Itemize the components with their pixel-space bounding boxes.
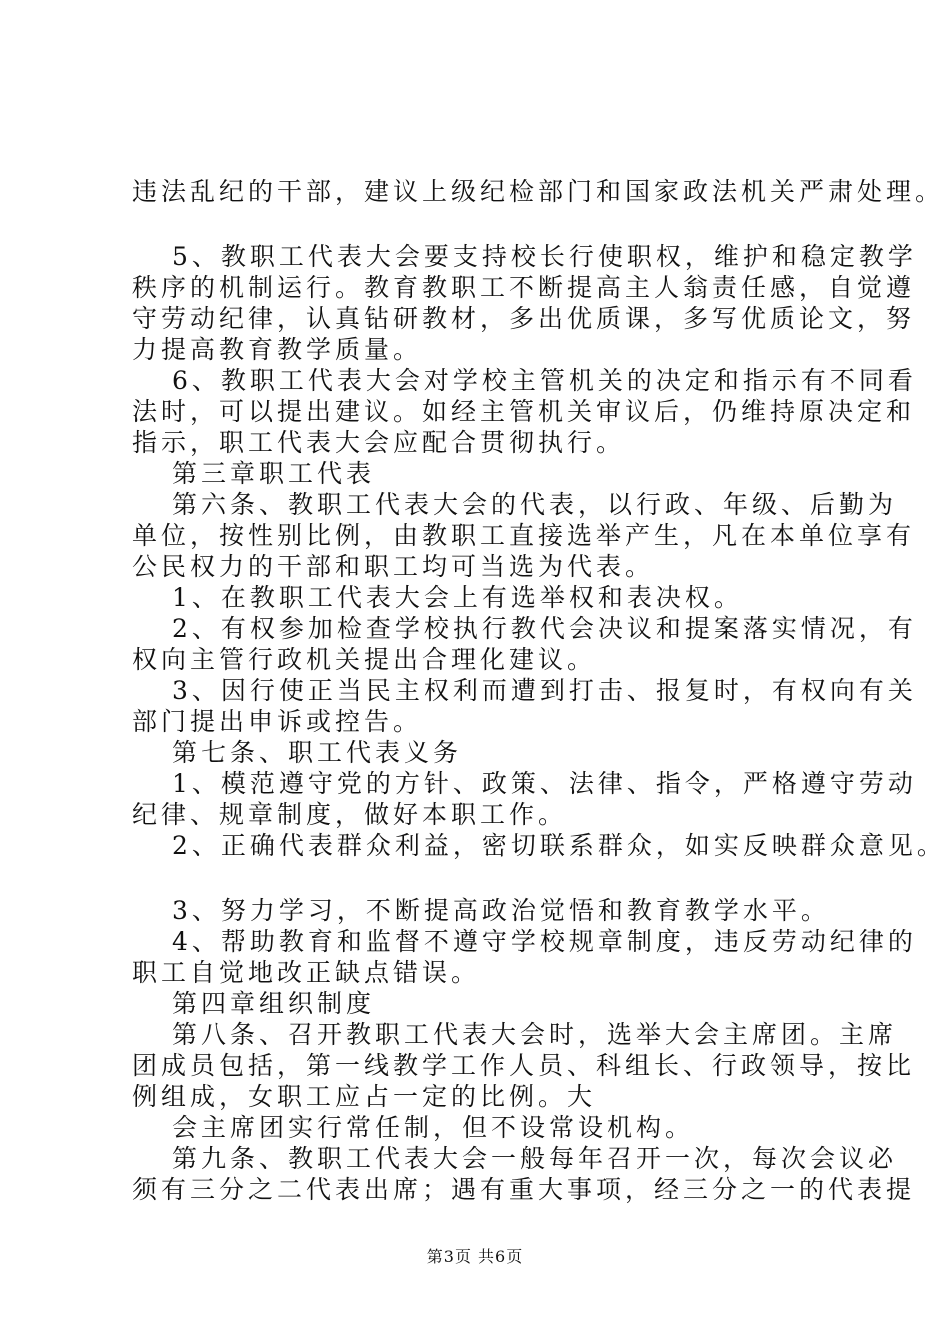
text-line: 纪律、规章制度，做好本职工作。 xyxy=(132,800,568,829)
text-line: 3、因行使正当民主权利而遭到打击、报复时，有权向有关 xyxy=(172,676,917,705)
text-line: 守劳动纪律，认真钻研教材，多出优质课，多写优质论文，努 xyxy=(132,304,916,333)
text-line: 第九条、教职工代表大会一般每年召开一次，每次会议必 xyxy=(172,1144,898,1173)
text-line: 团成员包括，第一线教学工作人员、科组长、行政领导，按比 xyxy=(132,1051,916,1080)
document-body xyxy=(132,176,946,1205)
text-line: 2、有权参加检查学校执行教代会决议和提案落实情况，有 xyxy=(172,614,917,643)
text-line: 单位，按性别比例，由教职工直接选举产生，凡在本单位享有 xyxy=(132,521,916,550)
text-line: 公民权力的干部和职工均可当选为代表。 xyxy=(132,552,655,581)
text-line: 法时，可以提出建议。如经主管机关审议后，仍维持原决定和 xyxy=(132,397,916,426)
text-line: 3、努力学习，不断提高政治觉悟和教育教学水平。 xyxy=(172,896,830,925)
text-line: 部门提出申诉或控告。 xyxy=(132,707,423,736)
text-line: 职工自觉地改正缺点错误。 xyxy=(132,958,481,987)
article-heading: 第七条、职工代表义务 xyxy=(172,738,463,767)
text-line: 违法乱纪的干部，建议上级纪检部门和国家政法机关严肃处理。 xyxy=(132,177,945,206)
text-line: 1、在教职工代表大会上有选举权和表决权。 xyxy=(172,583,743,612)
text-line: 6、教职工代表大会对学校主管机关的决定和指示有不同看 xyxy=(172,366,917,395)
text-line: 5、教职工代表大会要支持校长行使职权，维护和稳定教学 xyxy=(172,242,917,271)
text-line: 2、正确代表群众利益，密切联系群众，如实反映群众意见。 xyxy=(172,831,946,860)
text-line: 1、模范遵守党的方针、政策、法律、指令，严格遵守劳动 xyxy=(172,769,917,798)
page-footer: 第3页 共6页 xyxy=(426,1247,524,1266)
text-line: 秩序的机制运行。教育教职工不断提高主人翁责任感，自觉遵 xyxy=(132,273,916,302)
text-line: 例组成，女职工应占一定的比例。大 xyxy=(132,1082,597,1111)
text-line: 权向主管行政机关提出合理化建议。 xyxy=(132,645,597,674)
text-line: 须有三分之二代表出席；遇有重大事项，经三分之一的代表提 xyxy=(132,1175,916,1204)
text-line: 指示，职工代表大会应配合贯彻执行。 xyxy=(132,428,626,457)
text-line: 第八条、召开教职工代表大会时，选举大会主席团。主席 xyxy=(172,1020,898,1049)
text-line: 4、帮助教育和监督不遵守学校规章制度，违反劳动纪律的 xyxy=(172,927,917,956)
text-line: 力提高教育教学质量。 xyxy=(132,335,423,364)
chapter-heading: 第三章职工代表 xyxy=(172,459,376,488)
text-line: 第六条、教职工代表大会的代表，以行政、年级、后勤为 xyxy=(172,490,898,519)
text-line: 会主席团实行常任制，但不设常设机构。 xyxy=(172,1113,695,1142)
chapter-heading: 第四章组织制度 xyxy=(172,989,376,1018)
